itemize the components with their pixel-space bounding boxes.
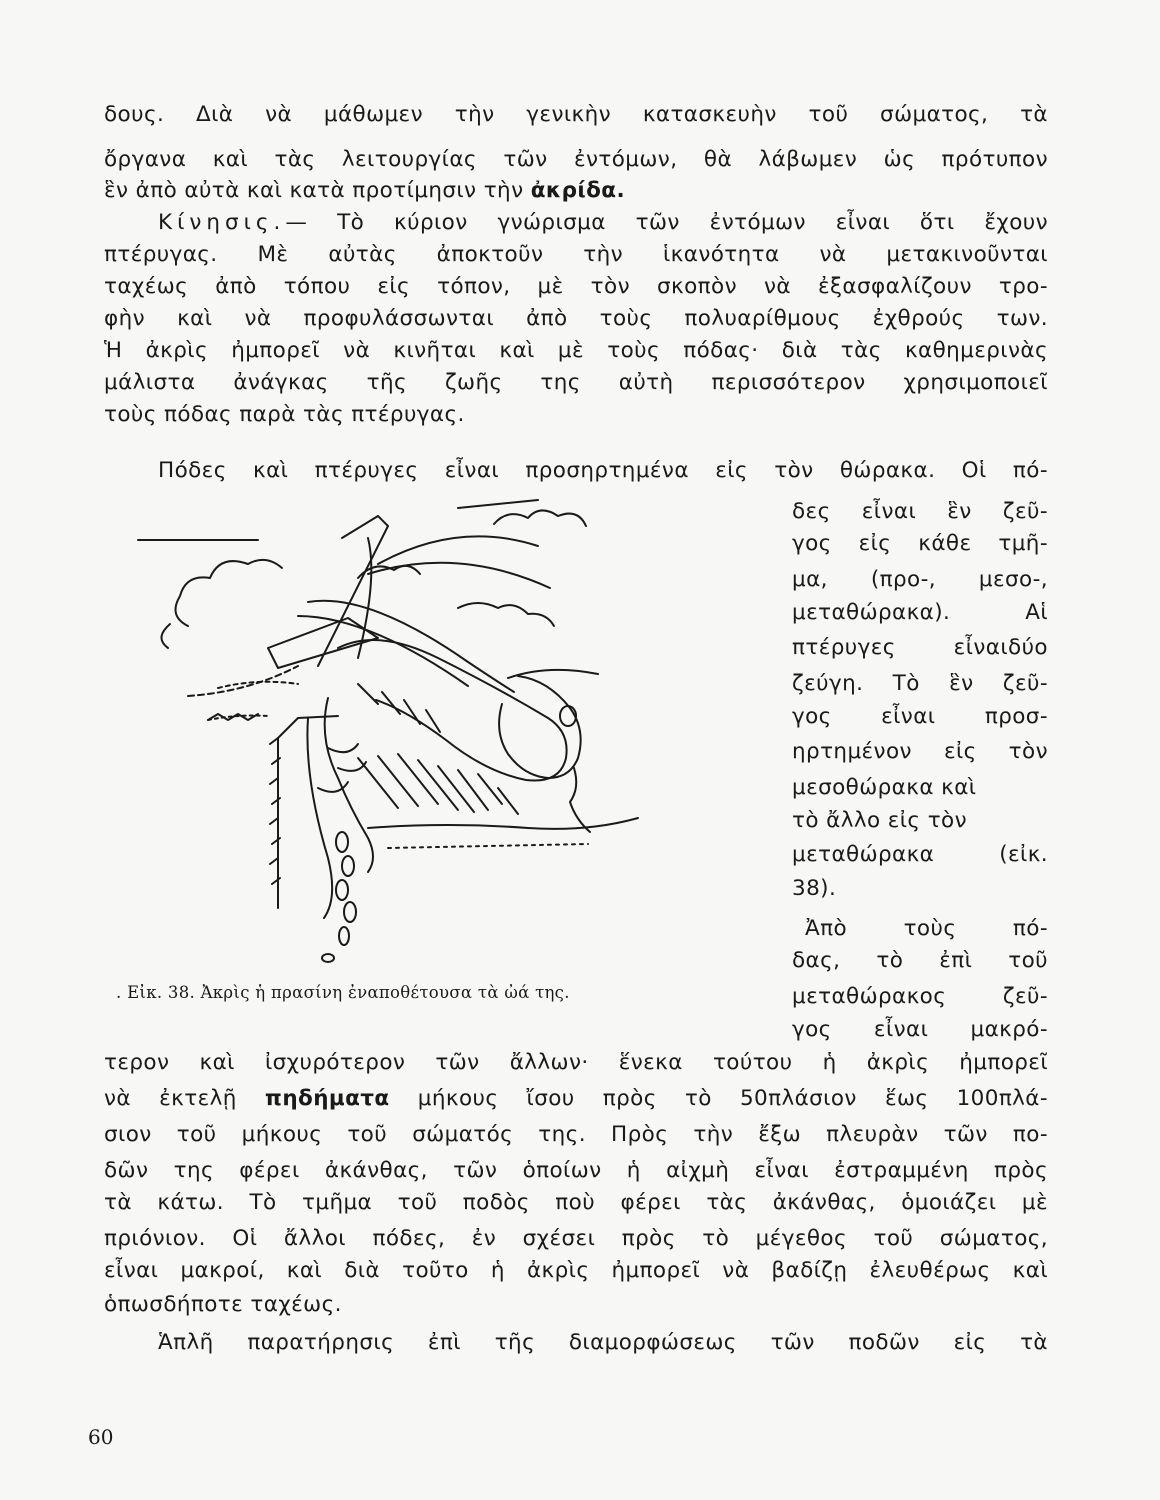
column-line: γος εἰς κάθε τμῆ- <box>792 531 1048 556</box>
text-line: ταχέως ἀπὸ τόπου εἰς τόπον, μὲ τὸν σκοπὸν νὰ ἐξασφαλίζουν τρο- <box>104 274 1048 299</box>
text-line: τὰ κάτω. Τὸ τμῆμα τοῦ ποδὸς ποὺ φέρει τὰς ἀκάνθας, ὁμοιάζει μὲ <box>104 1190 1048 1215</box>
text-line: δῶν της φέρει ἀκάνθας, τῶν ὁποίων ἡ αἰχμὴ εἶναι ἐστραμμένη πρὸς <box>104 1158 1048 1183</box>
column-line: μεταθώρακος ζεῦ- <box>792 984 1048 1009</box>
text-line: ὄργανα καὶ τὰς λειτουργίας τῶν ἐντόμων, θὰ λάβωμεν ὡς πρότυπον <box>104 147 1048 172</box>
column-line: μα, (προ-, μεσο-, <box>792 567 1048 592</box>
text-line: Ἡ ἀκρὶς ἠμπορεῖ νὰ κινῆται καὶ μὲ τοὺς πόδας· διὰ τὰς καθημερινὰς <box>104 338 1048 363</box>
column-line: γος εἶναι προσ- <box>792 704 1048 729</box>
text-line: τερον καὶ ἰσχυρότερον τῶν ἄλλων· ἕνεκα τούτου ἡ ἀκρὶς ἠμπορεῖ <box>104 1050 1048 1075</box>
column-line: μεταθώρακα (εἰκ. <box>792 842 1048 867</box>
text-line: Πόδες καὶ πτέρυγες εἶναι προσηρτημένα εἰς τὸν θώρακα. Οἱ πό- <box>158 458 1048 483</box>
grasshopper-illustration <box>128 498 640 972</box>
column-line: δες εἶναι ἓν ζεῦ- <box>792 499 1048 524</box>
text-line: πριόνιον. Οἱ ἄλλοι πόδες, ἐν σχέσει πρὸς τὸ μέγεθος τοῦ σώματος, <box>104 1226 1048 1251</box>
text-span: μήκους ἴσου πρὸς τὸ 50πλάσιον ἕως 100πλά- <box>417 1086 1049 1111</box>
text-line <box>158 206 1048 240</box>
text-line <box>104 1082 1048 1116</box>
page-number: 60 <box>88 1425 114 1449</box>
text-line: φὴν καὶ νὰ προφυλάσσωνται ἀπὸ τοὺς πολυαρίθμους ἐχθρούς των. <box>104 306 1048 331</box>
text-span: ἓν ἀπὸ αὐτὰ καὶ κατὰ προτίμησιν τὴν <box>104 178 524 203</box>
column-line: μεσοθώρακα καὶ <box>792 775 977 800</box>
bold-term-akrida: ἀκρίδα. <box>530 178 626 203</box>
column-line: μεταθώρακα). Αἱ <box>792 600 1048 625</box>
text-line: πτέρυγας. Μὲ αὐτὰς ἀποκτοῦν τὴν ἱκανότητα νὰ μετακινοῦνται <box>104 242 1048 267</box>
text-line: ὁπωσδήποτε ταχέως. <box>104 1292 342 1317</box>
text-line <box>104 174 1048 208</box>
text-span: — Τὸ κύριον γνώρισμα τῶν ἐντόμων εἶναι ὅτι ἔχουν <box>285 210 1048 235</box>
column-line: τὸ ἄλλο εἰς τὸν <box>792 808 967 833</box>
figure-caption: . Εἰκ. 38. Ἀκρὶς ἡ πρασίνη ἐναποθέτουσα τὰ ὠά της. <box>116 983 570 1002</box>
column-line: Ἀπὸ τοὺς πό- <box>805 916 1048 941</box>
column-line: 38). <box>792 876 837 901</box>
text-line: τοὺς πόδας παρὰ τὰς πτέρυγας. <box>104 402 465 427</box>
text-span: νὰ ἐκτελῇ <box>104 1086 237 1111</box>
text-line: μάλιστα ἀνάγκας τῆς ζωῆς της αὐτὴ περισσότερον χρησιμοποιεῖ <box>104 370 1048 395</box>
bold-term-pidimata: πηδήματα <box>264 1086 390 1111</box>
section-heading-kinisis: Κίνησις. <box>158 210 286 235</box>
text-line: Ἁπλῆ παρατήρησις ἐπὶ τῆς διαμορφώσεως τῶν ποδῶν εἰς τὰ <box>158 1330 1048 1355</box>
column-line: γος εἶναι μακρό- <box>792 1017 1048 1042</box>
column-line: ζεύγη. Τὸ ἓν ζεῦ- <box>792 671 1048 696</box>
text-line: δους. Διὰ νὰ μάθωμεν τὴν γενικὴν κατασκευὴν τοῦ σώματος, τὰ <box>104 102 1048 127</box>
column-line: δας, τὸ ἐπὶ τοῦ <box>792 948 1048 973</box>
text-line: σιον τοῦ μήκους τοῦ σώματός της. Πρὸς τὴν ἔξω πλευρὰν τῶν πο- <box>104 1122 1048 1147</box>
column-line: ηρτημένον εἰς τὸν <box>792 739 1048 764</box>
text-line: εἶναι μακροί, καὶ διὰ τοῦτο ἡ ἀκρὶς ἠμπορεῖ νὰ βαδίζῃ ἐλευθέρως καὶ <box>104 1258 1048 1283</box>
column-line: πτέρυγες εἶναιδύο <box>792 635 1048 660</box>
